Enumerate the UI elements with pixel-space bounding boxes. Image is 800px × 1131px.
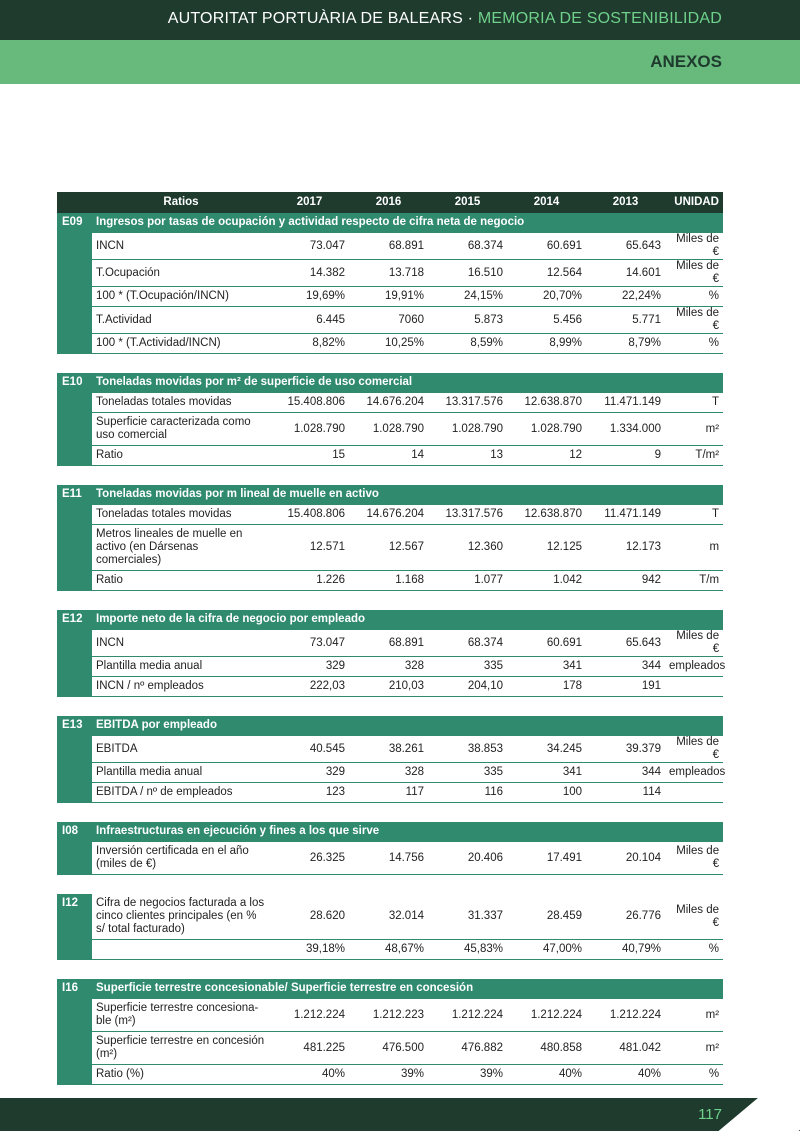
table-row	[57, 842, 723, 875]
row-label: Toneladas totales movidas	[92, 505, 270, 525]
row-unit: empleados	[665, 657, 723, 677]
row-value: 12.567	[349, 525, 428, 571]
row-value: 1.212.223	[349, 999, 428, 1032]
row-value: 68.374	[428, 630, 507, 657]
row-value: 1.028.790	[270, 413, 349, 446]
row-label	[92, 940, 270, 960]
row-label: Ratio	[92, 446, 270, 466]
row-unit: m²	[665, 999, 723, 1032]
row-value: 1.212.224	[507, 999, 586, 1032]
row-value: 10,25%	[349, 334, 428, 354]
row-value: 942	[586, 571, 665, 591]
row-label: INCN	[92, 630, 270, 657]
row-value: 481.225	[270, 1032, 349, 1065]
header-year: 2016	[349, 192, 428, 213]
table-row	[57, 999, 723, 1032]
row-value: 11.471.149	[586, 505, 665, 525]
row-value: 14.382	[270, 260, 349, 287]
row-value: 12.173	[586, 525, 665, 571]
row-value: 39.379	[586, 736, 665, 763]
row-value: 28.459	[507, 894, 586, 940]
row-label: Superficie terrestre en concesión (m²)	[92, 1032, 270, 1065]
row-value: 6.445	[270, 307, 349, 334]
row-label: EBITDA / nº de empleados	[92, 783, 270, 803]
row-value: 476.882	[428, 1032, 507, 1065]
row-unit: T/m²	[665, 446, 723, 466]
organization-name: AUTORITAT PORTUÀRIA DE BALEARS	[167, 10, 464, 27]
title-separator: ·	[463, 10, 478, 27]
row-value: 341	[507, 657, 586, 677]
row-value: 1.028.790	[349, 413, 428, 446]
row-value: 1.212.224	[586, 999, 665, 1032]
header-year: 2013	[586, 192, 665, 213]
section-title-row	[57, 213, 723, 233]
row-value: 32.014	[349, 894, 428, 940]
row-value: 12.360	[428, 525, 507, 571]
row-value: 341	[507, 763, 586, 783]
row-value: 14.756	[349, 842, 428, 875]
row-value: 8,82%	[270, 334, 349, 354]
row-value: 1.212.224	[428, 999, 507, 1032]
indicator-title: Importe neto de la cifra de negocio por empleado	[92, 610, 723, 630]
row-value: 335	[428, 657, 507, 677]
table-header-row	[57, 192, 723, 213]
row-value: 480.858	[507, 1032, 586, 1065]
row-value: 73.047	[270, 630, 349, 657]
table-row	[57, 334, 723, 354]
row-unit: Miles de €	[665, 233, 723, 260]
row-label: Metros lineales de muelle en activo (en Dársenas comerciales)	[92, 525, 270, 571]
section-title-row	[57, 716, 723, 736]
ratio-table-i16	[57, 979, 723, 1085]
row-value: 19,91%	[349, 287, 428, 307]
row-value: 16.510	[428, 260, 507, 287]
row-value: 344	[586, 657, 665, 677]
row-value: 1.226	[270, 571, 349, 591]
table-row	[57, 260, 723, 287]
row-unit: %	[665, 287, 723, 307]
row-unit: m²	[665, 1032, 723, 1065]
table-row	[57, 505, 723, 525]
row-value: 13.718	[349, 260, 428, 287]
row-value: 476.500	[349, 1032, 428, 1065]
indicator-title: EBITDA por empleado	[92, 716, 723, 736]
row-unit: Miles de €	[665, 260, 723, 287]
row-value: 13.317.576	[428, 393, 507, 413]
row-value: 14.676.204	[349, 505, 428, 525]
ratio-table-e10	[57, 373, 723, 466]
table-row	[57, 677, 723, 697]
row-value: 26.325	[270, 842, 349, 875]
row-unit: %	[665, 940, 723, 960]
section-title-row	[57, 610, 723, 630]
row-value: 8,79%	[586, 334, 665, 354]
indicator-code: E12	[57, 610, 92, 697]
row-value: 481.042	[586, 1032, 665, 1065]
row-value: 12.638.870	[507, 393, 586, 413]
header-code-cell	[57, 192, 92, 213]
row-value: 12.564	[507, 260, 586, 287]
row-value: 60.691	[507, 630, 586, 657]
ratio-table-i12	[57, 894, 723, 960]
row-unit: Miles de €	[665, 894, 723, 940]
row-value: 45,83%	[428, 940, 507, 960]
table-row	[57, 763, 723, 783]
table-row	[57, 525, 723, 571]
row-value: 123	[270, 783, 349, 803]
row-value: 68.891	[349, 233, 428, 260]
document-title	[168, 10, 722, 28]
document-header-bar	[0, 0, 800, 40]
row-value: 117	[349, 783, 428, 803]
table-row	[57, 630, 723, 657]
row-label: EBITDA	[92, 736, 270, 763]
row-value: 15.408.806	[270, 393, 349, 413]
row-value: 1.168	[349, 571, 428, 591]
page-number: 117	[698, 1106, 722, 1123]
row-value: 204,10	[428, 677, 507, 697]
row-unit: %	[665, 334, 723, 354]
header-ratios: Ratios	[92, 192, 270, 213]
row-value: 34.245	[507, 736, 586, 763]
row-value: 114	[586, 783, 665, 803]
row-value: 12	[507, 446, 586, 466]
row-value: 14.676.204	[349, 393, 428, 413]
row-label: Plantilla media anual	[92, 763, 270, 783]
row-value: 100	[507, 783, 586, 803]
row-value: 15.408.806	[270, 505, 349, 525]
header-year: 2017	[270, 192, 349, 213]
table-row	[57, 783, 723, 803]
indicator-code: E09	[57, 213, 92, 354]
row-value: 26.776	[586, 894, 665, 940]
row-value: 12.638.870	[507, 505, 586, 525]
row-label: Cifra de negocios facturada a los cinco clientes principales (en % s/ total facturado)	[92, 894, 270, 940]
row-value: 13	[428, 446, 507, 466]
row-label: INCN	[92, 233, 270, 260]
row-value: 65.643	[586, 233, 665, 260]
page-footer	[0, 1098, 800, 1131]
table-row	[57, 393, 723, 413]
ratio-table-e11	[57, 485, 723, 591]
row-value: 13.317.576	[428, 505, 507, 525]
row-value: 5.456	[507, 307, 586, 334]
ratios-tables	[57, 192, 726, 1104]
row-unit: empleados	[665, 763, 723, 783]
row-value: 39,18%	[270, 940, 349, 960]
indicator-code: E11	[57, 485, 92, 591]
row-label: T.Ocupación	[92, 260, 270, 287]
document-name: MEMORIA DE SOSTENIBILIDAD	[477, 10, 722, 27]
row-value: 329	[270, 657, 349, 677]
row-value: 1.028.790	[507, 413, 586, 446]
header-year: 2015	[428, 192, 507, 213]
row-label: 100 * (T.Actividad/INCN)	[92, 334, 270, 354]
row-value: 15	[270, 446, 349, 466]
row-value: 1.042	[507, 571, 586, 591]
row-value: 1.028.790	[428, 413, 507, 446]
header-unit: UNIDAD	[665, 192, 723, 213]
row-value: 68.374	[428, 233, 507, 260]
row-value: 9	[586, 446, 665, 466]
row-value: 210,03	[349, 677, 428, 697]
ratio-table-i08	[57, 822, 723, 875]
row-value: 116	[428, 783, 507, 803]
row-label: Superficie terrestre concesiona-ble (m²)	[92, 999, 270, 1032]
row-value: 65.643	[586, 630, 665, 657]
row-unit: Miles de €	[665, 842, 723, 875]
indicator-code: E10	[57, 373, 92, 466]
row-value: 28.620	[270, 894, 349, 940]
row-label: Plantilla media anual	[92, 657, 270, 677]
row-value: 335	[428, 763, 507, 783]
indicator-code: I12	[57, 894, 92, 960]
row-value: 73.047	[270, 233, 349, 260]
row-value: 329	[270, 763, 349, 783]
table-row	[57, 736, 723, 763]
table-row	[57, 287, 723, 307]
table-row	[57, 413, 723, 446]
row-value: 19,69%	[270, 287, 349, 307]
row-value: 191	[586, 677, 665, 697]
section-title-row	[57, 373, 723, 393]
row-value: 40%	[586, 1065, 665, 1085]
indicator-title: Toneladas movidas por m lineal de muelle en activo	[92, 485, 723, 505]
row-value: 8,59%	[428, 334, 507, 354]
row-value: 20,70%	[507, 287, 586, 307]
row-label: Ratio	[92, 571, 270, 591]
indicator-title: Infraestructuras en ejecución y fines a los que sirve	[92, 822, 723, 842]
row-value: 39%	[428, 1065, 507, 1085]
row-unit: %	[665, 1065, 723, 1085]
row-label: 100 * (T.Ocupación/INCN)	[92, 287, 270, 307]
row-value: 40.545	[270, 736, 349, 763]
row-value: 1.334.000	[586, 413, 665, 446]
row-value: 12.571	[270, 525, 349, 571]
row-value: 14	[349, 446, 428, 466]
row-value: 20.104	[586, 842, 665, 875]
table-row	[57, 940, 723, 960]
row-value: 39%	[349, 1065, 428, 1085]
indicator-code: E13	[57, 716, 92, 803]
row-label: Inversión certificada en el año (miles de €)	[92, 842, 270, 875]
row-value: 38.261	[349, 736, 428, 763]
row-unit: m	[665, 525, 723, 571]
row-value: 48,67%	[349, 940, 428, 960]
row-value: 20.406	[428, 842, 507, 875]
row-value: 222,03	[270, 677, 349, 697]
row-value: 1.077	[428, 571, 507, 591]
indicator-title: Ingresos por tasas de ocupación y actividad respecto de cifra neta de negocio	[92, 213, 723, 233]
row-value: 60.691	[507, 233, 586, 260]
row-unit: T	[665, 393, 723, 413]
ratio-table-e12	[57, 610, 726, 697]
row-value: 68.891	[349, 630, 428, 657]
table-row	[57, 894, 723, 940]
row-value: 344	[586, 763, 665, 783]
row-label: Ratio (%)	[92, 1065, 270, 1085]
row-unit: Miles de €	[665, 736, 723, 763]
section-title-row	[57, 485, 723, 505]
row-value: 328	[349, 657, 428, 677]
row-label: Superficie caracterizada como uso comercial	[92, 413, 270, 446]
row-value: 14.601	[586, 260, 665, 287]
row-value: 8,99%	[507, 334, 586, 354]
section-title: ANEXOS	[650, 52, 722, 71]
table-row	[57, 1065, 723, 1085]
table-row	[57, 446, 723, 466]
row-value: 11.471.149	[586, 393, 665, 413]
indicator-code: I08	[57, 822, 92, 875]
row-value: 5.873	[428, 307, 507, 334]
ratio-table-e13	[57, 716, 726, 803]
row-value: 17.491	[507, 842, 586, 875]
row-value: 22,24%	[586, 287, 665, 307]
table-row	[57, 233, 723, 260]
row-value: 12.125	[507, 525, 586, 571]
row-unit	[665, 677, 723, 697]
row-value: 1.212.224	[270, 999, 349, 1032]
row-value: 5.771	[586, 307, 665, 334]
row-value: 7060	[349, 307, 428, 334]
table-row	[57, 307, 723, 334]
row-value: 328	[349, 763, 428, 783]
section-header-bar	[0, 40, 800, 84]
row-label: T.Actividad	[92, 307, 270, 334]
row-value: 40,79%	[586, 940, 665, 960]
table-row	[57, 657, 723, 677]
row-value: 178	[507, 677, 586, 697]
ratio-table-e09	[57, 192, 723, 354]
table-row	[57, 1032, 723, 1065]
row-value: 40%	[507, 1065, 586, 1085]
row-value: 40%	[270, 1065, 349, 1085]
row-unit	[665, 783, 723, 803]
section-title-row	[57, 979, 723, 999]
row-label: Toneladas totales movidas	[92, 393, 270, 413]
row-unit: m²	[665, 413, 723, 446]
indicator-code: I16	[57, 979, 92, 1085]
row-unit: T/m	[665, 571, 723, 591]
header-year: 2014	[507, 192, 586, 213]
row-value: 47,00%	[507, 940, 586, 960]
row-value: 24,15%	[428, 287, 507, 307]
row-value: 38.853	[428, 736, 507, 763]
row-unit: Miles de €	[665, 630, 723, 657]
row-value: 31.337	[428, 894, 507, 940]
row-label: INCN / nº empleados	[92, 677, 270, 697]
row-unit: T	[665, 505, 723, 525]
row-unit: Miles de €	[665, 307, 723, 334]
section-title-row	[57, 822, 723, 842]
indicator-title: Toneladas movidas por m² de superficie de uso comercial	[92, 373, 723, 393]
indicator-title: Superficie terrestre concesionable/ Superficie terrestre en concesión	[92, 979, 723, 999]
table-row	[57, 571, 723, 591]
